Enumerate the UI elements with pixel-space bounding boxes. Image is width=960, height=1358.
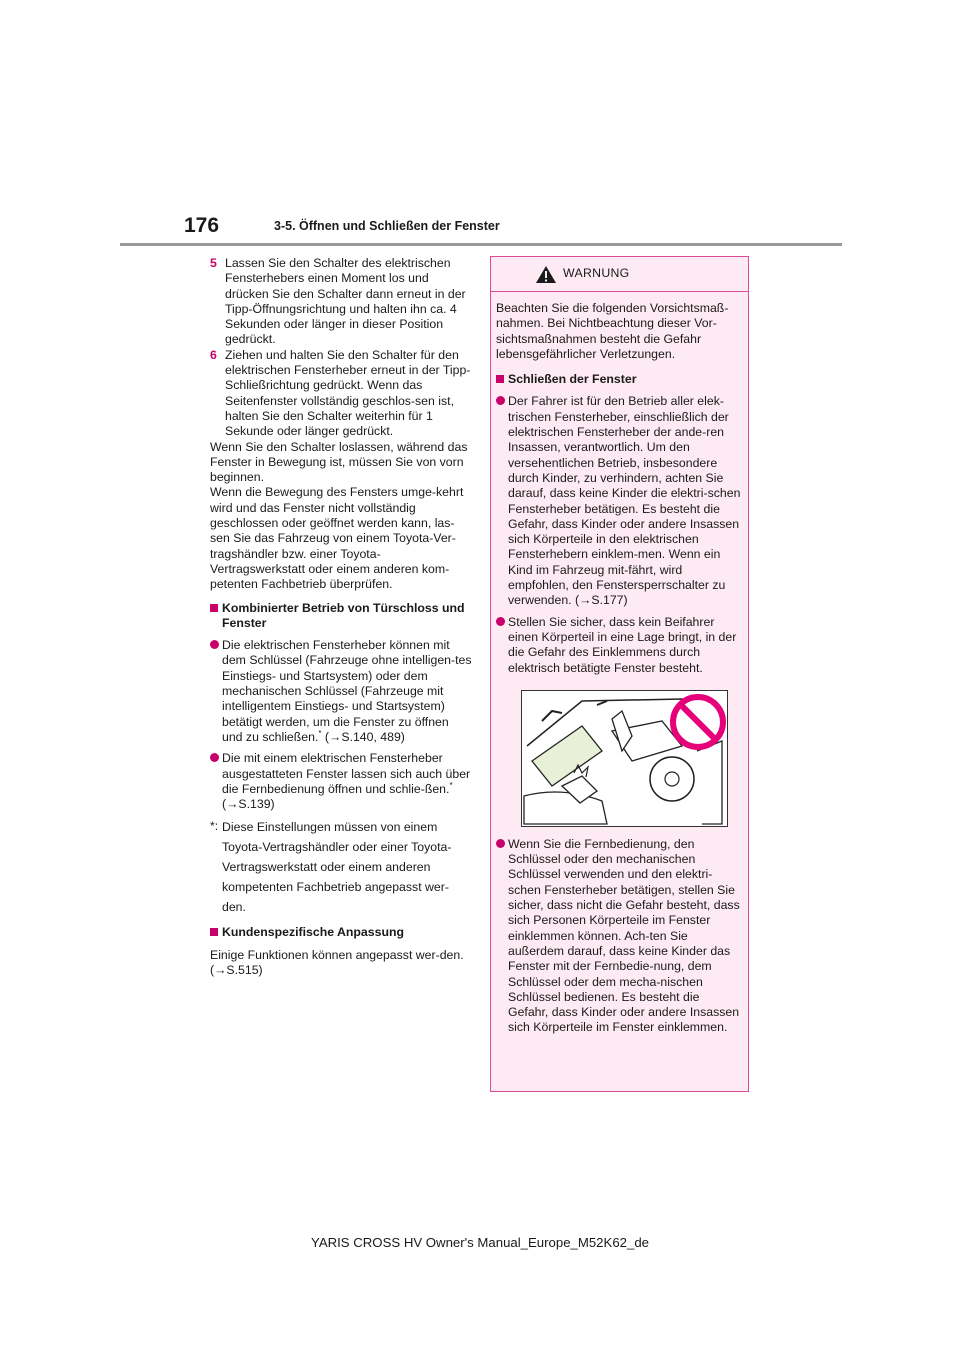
warning-triangle-icon — [535, 265, 557, 284]
heading-text: Kundenspezifische Anpassung — [222, 925, 404, 940]
circle-bullet-icon — [210, 640, 219, 649]
footnote-text: Diese Einstellungen müssen von einem Toyota-Vertragshändler oder einer Toyota-Vertragswerkstatt oder einem anderen kompetenten Fachbetrieb angepasst wer-den. — [222, 820, 452, 914]
circle-bullet-icon — [496, 396, 505, 405]
bullet-item — [210, 638, 472, 745]
square-bullet-icon — [496, 375, 504, 383]
footnote — [210, 818, 472, 917]
step-text: Ziehen und halten Sie den Schalter für den elektrischen Fensterheber erneut in der Tipp-Schließrichtung gedrückt. Wenn das Seitenfenster vollständig geschlos-sen ist, halten Sie den Schalter weiterhin für 1 Sekunde oder länger gedrückt. — [225, 347, 471, 439]
warning-body — [491, 292, 748, 1036]
warning-box — [490, 256, 749, 1092]
circle-bullet-icon — [496, 617, 505, 626]
warning-bullet — [496, 615, 743, 676]
bullet-text: Die elektrischen Fensterheber können mit dem Schlüssel (Fahrzeuge ohne intelligen-tes Einstiegs- und Startsystem) oder dem mechanischen Schlüssel (Fahrzeuge mit intelligentem Einstiegs- und Startsystem) betätigt werden, um die Fenster zu öffnen und zu schließen. — [222, 638, 472, 744]
square-bullet-icon — [210, 928, 218, 936]
paragraph: Wenn Sie den Schalter loslassen, während das Fenster in Bewegung ist, müssen Sie von vorn beginnen. — [210, 439, 468, 485]
bullet-text: Die mit einem elektrischen Fensterheber ausgestatteten Fenster lassen sich auch über die Fernbedienung öffnen und schlie-ßen. — [222, 751, 471, 796]
page-number: 176 — [184, 214, 220, 237]
step-6 — [210, 348, 472, 440]
window-pinch-illustration — [521, 690, 728, 827]
page-footer: YARIS CROSS HV Owner's Manual_Europe_M52K62_de — [311, 1235, 649, 1250]
heading-text: Kombinierter Betrieb von Türschloss und Fenster — [222, 600, 465, 630]
warning-bullet — [496, 394, 743, 608]
page-reference-link[interactable]: (→S.139) — [222, 797, 275, 812]
page-reference-link[interactable]: (→S.140, 489) — [321, 729, 405, 744]
paragraph: Wenn die Bewegung des Fensters umge-kehrt wird und das Fenster nicht vollständig geschlossen oder geöffnet werden kann, las-sen Sie das Fahrzeug von einem Toyota-Ver-tragshändler bzw. einer Toyota-Vertragswerkstatt oder einem anderen kom-petenten Fachbetrieb überprüfen. — [210, 485, 464, 592]
square-bullet-icon — [210, 604, 218, 612]
bullet-text: Stellen Sie sicher, dass kein Beifahrer einen Körperteil in eine Lage bringt, in der die Gefahr des Einklemmens durch elektrisch betätigte Fenster besteht. — [508, 614, 737, 675]
footnote-marker: * — [449, 780, 453, 790]
warning-heading — [496, 372, 743, 387]
section-heading — [210, 601, 472, 632]
paragraph: Einige Funktionen können angepasst wer-den. (→S.515) — [210, 947, 464, 977]
warning-title: WARNUNG — [563, 266, 630, 280]
step-5 — [210, 256, 472, 348]
bullet-item — [210, 751, 472, 812]
step-number: 6 — [210, 347, 217, 362]
bullet-text: Wenn Sie die Fernbedienung, den Schlüssel oder den mechanischen Schlüssel verwenden und den elektri-schen Fensterheber betätigen, stellen Sie sicher, dass nicht die Gefahr besteht, dass sich Personen Körperteile im Fenster einklemmen können. Ach-ten Sie außerdem darauf, dass keine Kinder das Fenster mit der Fernbedie-nung, dem Schlüssel oder dem mecha-nischen Schlüssel bedienen. Es besteht die Gefahr, dass Kinder oder andere Insassen sich Körperteile im Fenster einklemmen. — [508, 836, 740, 1035]
step-text: Lassen Sie den Schalter des elektrischen Fensterhebers einen Moment los und drücken Sie den Schalter dann erneut in der Tipp-Öffnungsrichtung und halten ihn ca. 4 Sekunden oder länger in dieser Position gedrückt. — [225, 256, 466, 347]
warning-bullet — [496, 837, 743, 1036]
footnote-marker: * — [318, 728, 322, 738]
section-title: 3-5. Öffnen und Schließen der Fenster — [274, 219, 500, 233]
left-column — [210, 256, 472, 978]
bullet-text: Der Fahrer ist für den Betrieb aller elek-trischen Fensterheber, einschließlich der elektrischen Fensterheber der ande-ren Insassen, verantwortlich. Um den versehentlichen Betrieb, insbesondere durch Kinder, zu verhindern, achten Sie darauf, dass keine Kinder die elektri-schen Fensterheber betätigen. Es besteht die Gefahr, dass Kinder oder andere Insassen sich Körperteile in den elektrischen Fensterhebern einklem-men. Wenn ein Kind im Fahrzeug mit-fährt, wird empfohlen, den Fenstersperrschalter zu verwenden. (→S.177) — [508, 394, 741, 608]
warning-header — [491, 257, 748, 292]
header-rule — [120, 243, 842, 246]
heading-text: Schließen der Fenster — [508, 372, 637, 387]
circle-bullet-icon — [210, 753, 219, 762]
step-number: 5 — [210, 256, 217, 270]
car-window-illustration — [522, 691, 727, 826]
warning-intro: Beachten Sie die folgenden Vorsichtsmaß-nahmen. Bei Nichtbeachtung dieser Vor-sichtsmaßnahmen besteht die Gefahr lebensgefährlicher Verletzungen. — [496, 301, 729, 361]
section-heading — [210, 925, 472, 940]
circle-bullet-icon — [496, 839, 505, 848]
footnote-label: *: — [210, 819, 219, 834]
